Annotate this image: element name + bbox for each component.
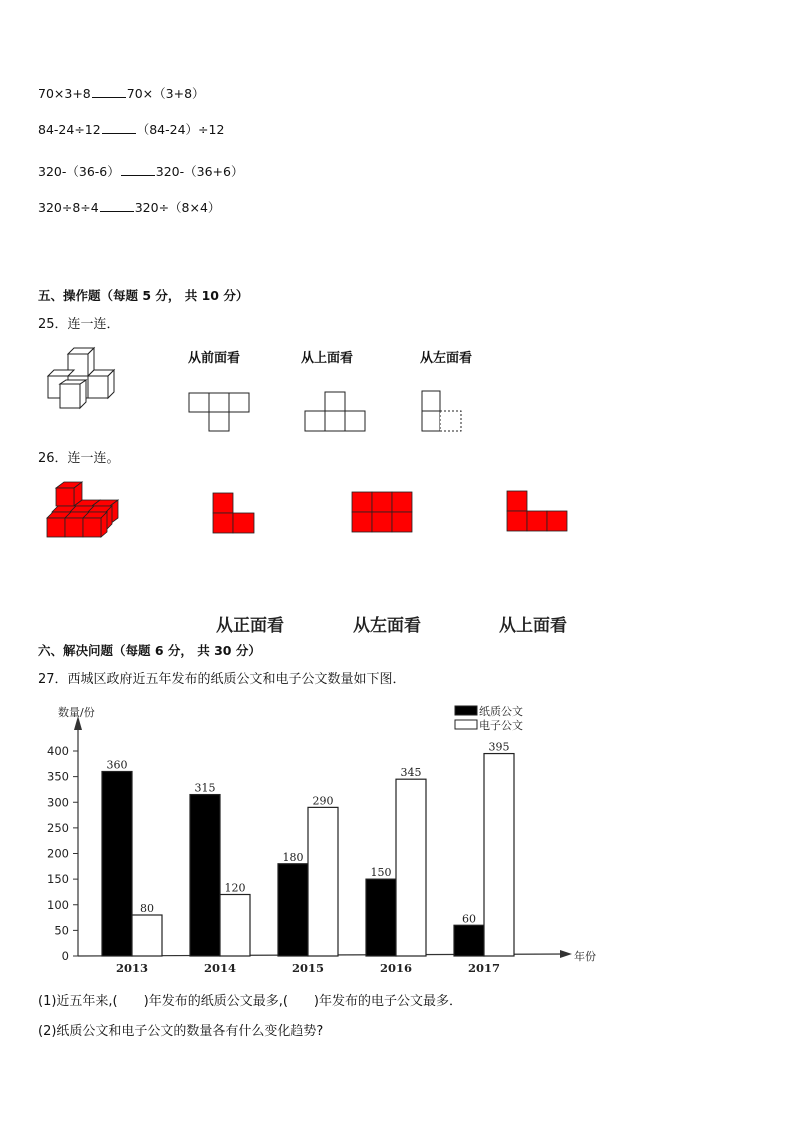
q26-red-solid-figure	[46, 480, 126, 540]
expr-left: 70×3+8	[38, 86, 91, 101]
bar-chart	[40, 700, 596, 980]
x-axis-label: 年份	[574, 950, 596, 963]
q26-view-label-left: 从左面看	[353, 616, 421, 636]
x-tick-label: 2014	[203, 961, 237, 975]
bar-electronic	[132, 915, 162, 956]
y-tick-label: 250	[47, 820, 69, 835]
bar-electronic	[308, 807, 338, 956]
data-label: 60	[462, 912, 476, 926]
y-tick-label: 50	[54, 923, 69, 938]
comparison-4	[38, 198, 220, 216]
q25-view-label-top: 从上面看	[301, 351, 354, 366]
answer-blank[interactable]	[102, 123, 136, 134]
x-tick-label: 2013	[115, 961, 149, 975]
data-label: 315	[194, 781, 216, 795]
q25-view-left-shape	[421, 390, 463, 432]
x-axis-arrow	[560, 950, 572, 958]
expr-left: 320÷8÷4	[38, 200, 99, 215]
x-tick-label: 2016	[379, 961, 413, 975]
q26-view-shape-1	[212, 492, 255, 534]
y-tick-label: 100	[47, 897, 69, 912]
answer-blank[interactable]	[121, 165, 155, 176]
bar-electronic	[484, 754, 514, 956]
bar-electronic	[220, 895, 250, 957]
bar-paper	[102, 772, 132, 957]
expr-right: 70×（3+8）	[126, 86, 205, 101]
comparison-3	[38, 162, 243, 180]
answer-blank[interactable]	[92, 87, 126, 98]
section-6-title: 六、解决问题（每题 6 分， 共 30 分）	[38, 643, 261, 658]
bar-paper	[278, 864, 308, 956]
data-label: 180	[282, 850, 304, 864]
y-tick-label: 200	[47, 846, 69, 861]
expr-left: 320-（36-6）	[38, 164, 120, 179]
q25-view-label-front: 从前面看	[188, 351, 241, 366]
y-tick-label: 150	[47, 872, 69, 887]
comparison-2	[38, 120, 224, 138]
bar-paper	[366, 879, 396, 956]
q25-view-top-shape	[304, 391, 366, 432]
x-tick-label: 2015	[291, 961, 325, 975]
question-26: 26．连一连。	[38, 451, 120, 466]
data-label: 290	[312, 794, 334, 808]
comparison-1	[38, 84, 205, 102]
q25-view-front-shape	[188, 392, 250, 432]
legend-swatch	[455, 706, 477, 715]
data-label: 80	[140, 902, 154, 915]
expr-right: 320-（36+6）	[155, 164, 244, 179]
answer-blank[interactable]	[100, 201, 134, 212]
q25-view-label-left: 从左面看	[420, 351, 473, 366]
y-tick-label: 350	[47, 769, 69, 784]
x-tick-label: 2017	[467, 961, 501, 975]
data-label: 150	[370, 866, 392, 880]
data-label: 395	[488, 740, 510, 754]
expr-right: （84-24）÷12	[136, 122, 225, 137]
q26-view-label-top: 从上面看	[499, 616, 567, 636]
q25-solid-figure	[40, 344, 140, 414]
bar-electronic	[396, 779, 426, 956]
q26-view-label-front: 从正面看	[216, 616, 284, 636]
y-tick-label: 0	[61, 949, 69, 963]
bar-paper	[190, 795, 220, 956]
legend-label: 电子公文	[479, 719, 523, 732]
data-label: 345	[400, 766, 422, 780]
bar-paper	[454, 925, 484, 956]
legend-swatch	[455, 720, 477, 729]
section-5-title: 五、操作题（每题 5 分， 共 10 分）	[38, 288, 249, 303]
q26-view-shape-3	[506, 490, 568, 532]
q26-view-shape-2	[351, 491, 413, 533]
legend-label: 纸质公文	[479, 705, 523, 718]
expr-left: 84-24÷12	[38, 122, 101, 137]
expr-right: 320÷（8×4）	[134, 200, 221, 215]
question-25: 25．连一连．	[38, 317, 120, 332]
data-label: 360	[106, 758, 128, 772]
y-axis-label: 数量/份	[58, 706, 95, 719]
question-27-sub-1: (1)近五年来,( )年发布的纸质公文最多,( )年发布的电子公文最多．	[38, 994, 462, 1009]
question-27-sub-2: (2)纸质公文和电子公文的数量各有什么变化趋势?	[38, 1024, 324, 1039]
data-label: 120	[224, 881, 246, 895]
y-tick-label: 400	[47, 744, 69, 758]
question-27: 27．西城区政府近五年发布的纸质公文和电子公文数量如下图．	[38, 672, 406, 687]
y-tick-label: 300	[47, 795, 69, 810]
